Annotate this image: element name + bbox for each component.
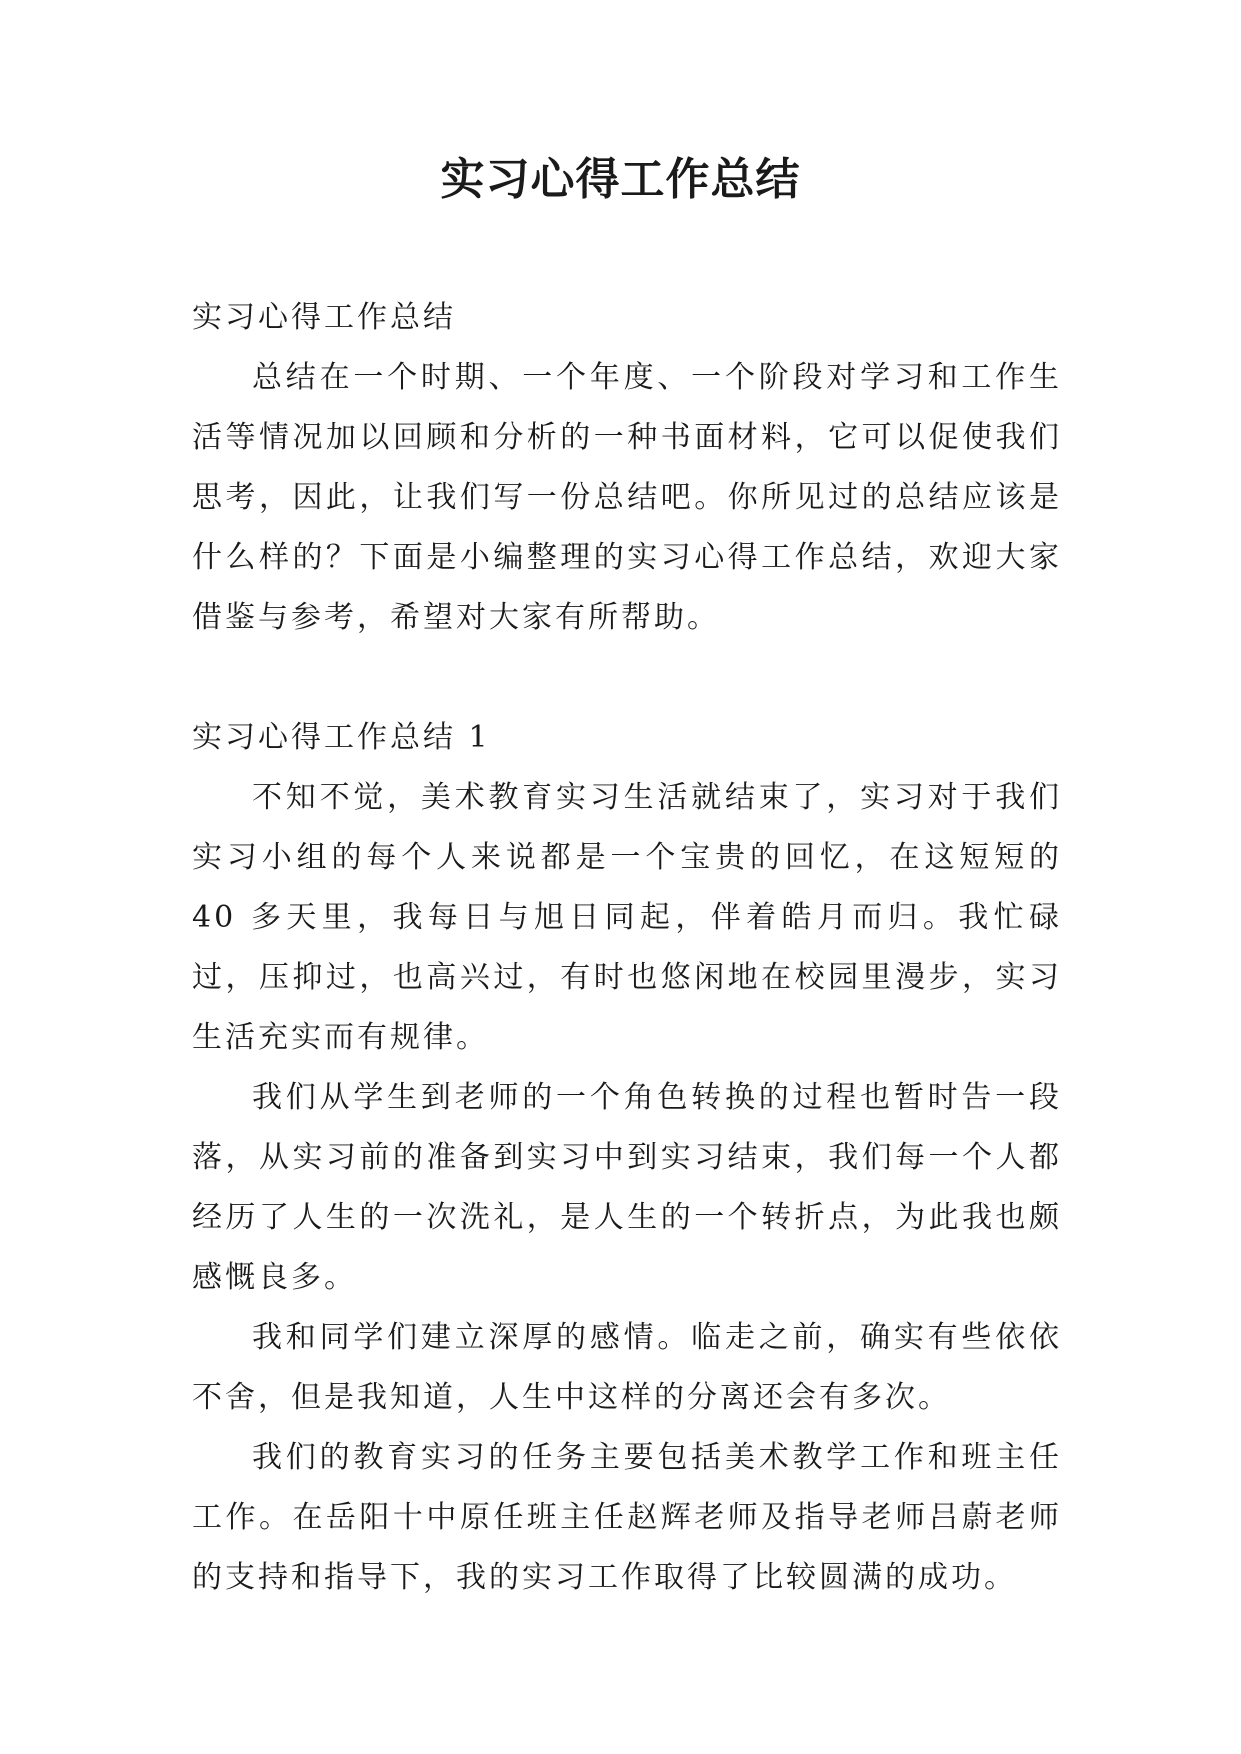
section-1-heading: 实习心得工作总结 1 [192, 720, 491, 755]
section-1-paragraph-3: 我和同学们建立深厚的感情。临走之前，确实有些依依不舍，但是我知道，人生中这样的分离还会有多次。 [192, 1320, 1062, 1415]
section-1-paragraph-2: 我们从学生到老师的一个角色转换的过程也暂时告一段落，从实习前的准备到实习中到实习结束，我们每一个人都经历了人生的一次洗礼，是人生的一个转折点，为此我也颇感慨良多。 [192, 1080, 1062, 1295]
intro-paragraph: 总结在一个时期、一个年度、一个阶段对学习和工作生活等情况加以回顾和分析的一种书面材料，它可以促使我们思考，因此，让我们写一份总结吧。你所见过的总结应该是什么样的？下面是小编整理的实习心得工作总结，欢迎大家借鉴与参考，希望对大家有所帮助。 [192, 360, 1062, 635]
document-body [192, 288, 1062, 1608]
section-spacer [192, 648, 1062, 708]
document-title: 实习心得工作总结 [440, 154, 801, 205]
section-1-paragraph-1: 不知不觉，美术教育实习生活就结束了，实习对于我们实习小组的每个人来说都是一个宝贵的回忆，在这短短的 40 多天里，我每日与旭日同起，伴着皓月而归。我忙碌过，压抑过，也高兴过，有时也悠闲地在校园里漫步，实习生活充实而有规律。 [192, 780, 1062, 1055]
intro-heading: 实习心得工作总结 [192, 300, 456, 335]
section-1-paragraph-4: 我们的教育实习的任务主要包括美术教学工作和班主任工作。在岳阳十中原任班主任赵辉老师及指导老师吕蔚老师的支持和指导下，我的实习工作取得了比较圆满的成功。 [192, 1440, 1062, 1595]
